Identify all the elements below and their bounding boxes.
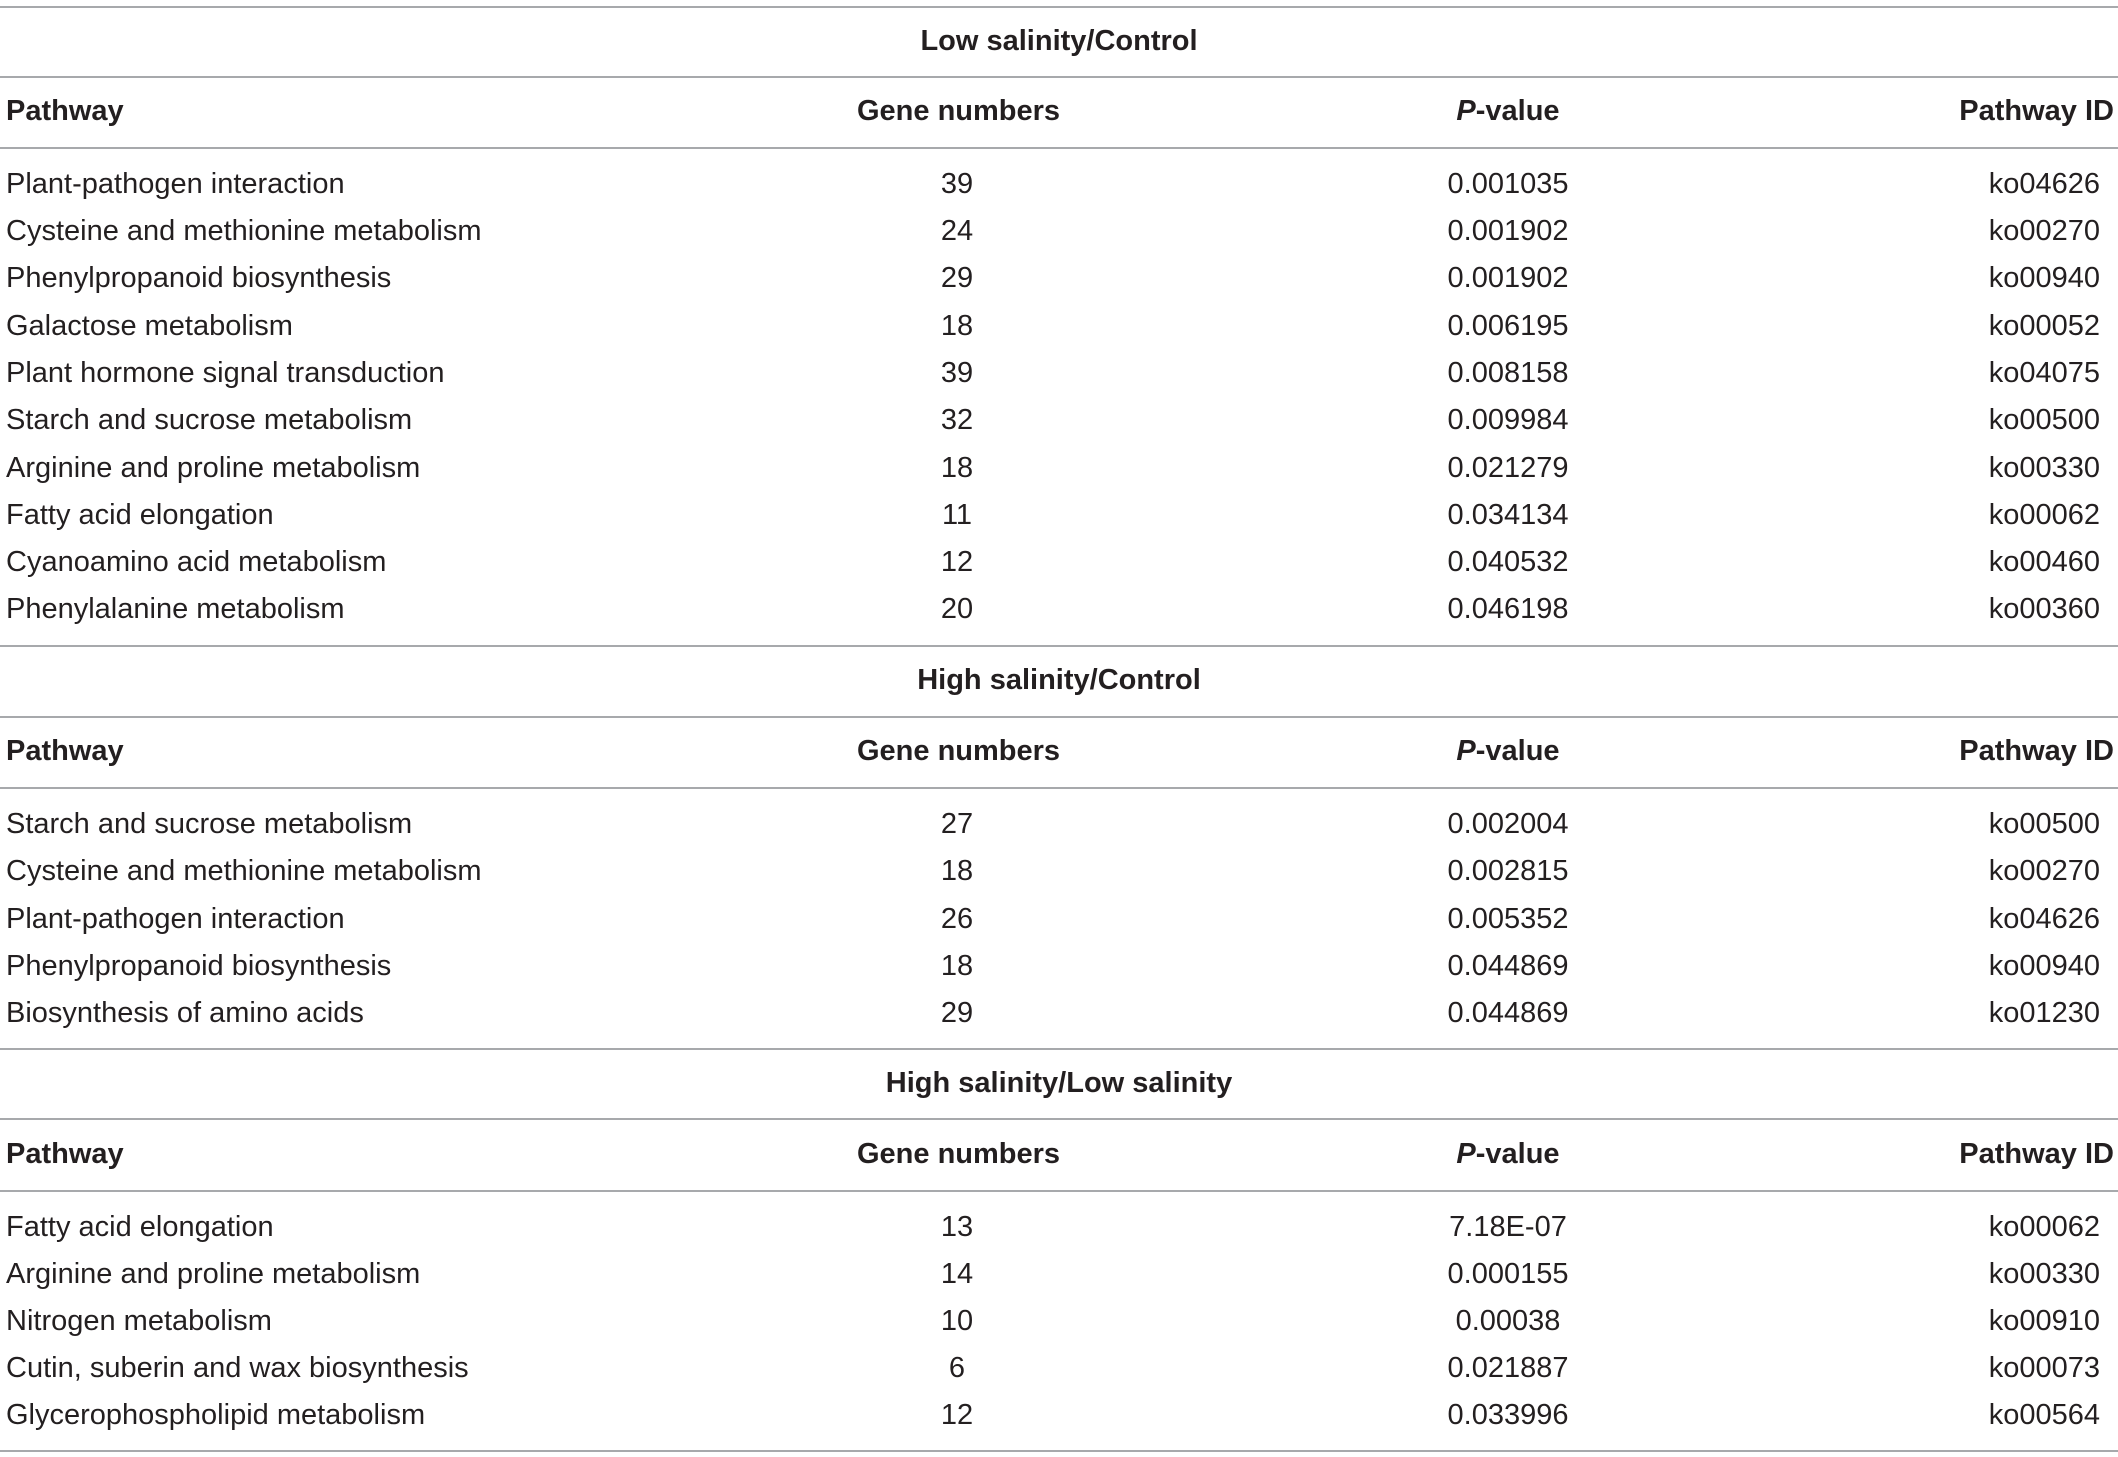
pathway-id-cell: ko00062 — [1988, 499, 2100, 531]
pathway-cell: Phenylpropanoid biosynthesis — [6, 950, 392, 982]
p-value-cell: 0.040532 — [1447, 546, 1569, 578]
p-value-cell: 0.000155 — [1447, 1258, 1569, 1290]
header-pathway-id: Pathway ID — [1959, 735, 2114, 767]
gene-count-cell: 12 — [940, 546, 974, 578]
gene-count-cell: 39 — [940, 168, 974, 200]
pathway-cell: Cysteine and methionine metabolism — [6, 215, 482, 247]
pathway-id-cell: ko00500 — [1988, 404, 2100, 436]
pathway-cell: Cyanoamino acid metabolism — [6, 546, 387, 578]
p-value-cell: 0.002815 — [1447, 855, 1569, 887]
pathway-cell: Plant-pathogen interaction — [6, 168, 345, 200]
column-header-row — [0, 733, 2118, 769]
pathway-id-cell: ko00910 — [1988, 1305, 2100, 1337]
p-value-cell: 0.034134 — [1447, 499, 1569, 531]
gene-count-cell: 13 — [940, 1211, 974, 1243]
gene-count-cell: 18 — [940, 452, 974, 484]
table-row — [0, 166, 2118, 202]
pathway-id-cell: ko00270 — [1988, 855, 2100, 887]
pathway-id-cell: ko00940 — [1988, 950, 2100, 982]
pathway-cell: Nitrogen metabolism — [6, 1305, 272, 1337]
table-row — [0, 308, 2118, 344]
gene-count-cell: 29 — [940, 997, 974, 1029]
header-gene-numbers: Gene numbers — [857, 735, 1061, 767]
gene-count-cell: 18 — [940, 310, 974, 342]
p-value-cell: 0.033996 — [1447, 1399, 1569, 1431]
pathway-cell: Fatty acid elongation — [6, 1211, 274, 1243]
p-value-cell: 0.021887 — [1447, 1352, 1569, 1384]
table-row — [0, 213, 2118, 249]
gene-count-cell: 6 — [948, 1352, 966, 1384]
pathway-id-cell: ko00073 — [1988, 1352, 2100, 1384]
pathway-id-cell: ko00270 — [1988, 215, 2100, 247]
table-row — [0, 1397, 2118, 1433]
p-value-cell: 0.001035 — [1447, 168, 1569, 200]
pathway-cell: Arginine and proline metabolism — [6, 452, 421, 484]
column-header-row — [0, 93, 2118, 129]
p-value-cell: 0.006195 — [1447, 310, 1569, 342]
pathway-cell: Biosynthesis of amino acids — [6, 997, 364, 1029]
table-row — [0, 853, 2118, 889]
section-rule — [0, 1048, 2118, 1050]
gene-count-cell: 18 — [940, 855, 974, 887]
pathway-id-cell: ko01230 — [1988, 997, 2100, 1029]
header-p-suffix: -value — [1475, 735, 1560, 767]
bottom-rule — [0, 1450, 2118, 1452]
gene-count-cell: 27 — [940, 808, 974, 840]
header-pathway-id: Pathway ID — [1959, 1138, 2114, 1170]
table-row — [0, 806, 2118, 842]
header-p-value — [1308, 733, 1708, 769]
pathway-cell: Phenylalanine metabolism — [6, 593, 345, 625]
gene-count-cell: 14 — [940, 1258, 974, 1290]
table-row — [0, 1209, 2118, 1245]
pathway-id-cell: ko00062 — [1988, 1211, 2100, 1243]
header-p-suffix: -value — [1475, 95, 1560, 127]
table-row — [0, 497, 2118, 533]
section-title: Low salinity/Control — [920, 25, 1198, 57]
top-rule — [0, 6, 2118, 8]
header-gene-numbers: Gene numbers — [857, 1138, 1061, 1170]
pathway-cell: Cutin, suberin and wax biosynthesis — [6, 1352, 469, 1384]
table-row — [0, 355, 2118, 391]
gene-count-cell: 18 — [940, 950, 974, 982]
p-value-cell: 0.044869 — [1447, 997, 1569, 1029]
p-value-cell: 0.00038 — [1455, 1305, 1561, 1337]
pathway-id-cell: ko00330 — [1988, 452, 2100, 484]
header-p-suffix: -value — [1475, 1138, 1560, 1170]
pathway-cell: Starch and sucrose metabolism — [6, 808, 413, 840]
table-row — [0, 995, 2118, 1031]
p-value-cell: 0.001902 — [1447, 215, 1569, 247]
p-value-cell: 0.002004 — [1447, 808, 1569, 840]
section-title: High salinity/Low salinity — [885, 1067, 1233, 1099]
table-row — [0, 948, 2118, 984]
p-value-cell: 0.021279 — [1447, 452, 1569, 484]
header-p-value — [1308, 93, 1708, 129]
gene-count-cell: 11 — [941, 499, 973, 531]
section-rule — [0, 76, 2118, 78]
section-title: High salinity/Control — [917, 664, 1201, 696]
pathway-cell: Plant hormone signal transduction — [6, 357, 445, 389]
pathway-id-cell: ko00564 — [1988, 1399, 2100, 1431]
pathway-cell: Plant-pathogen interaction — [6, 903, 345, 935]
pathway-id-cell: ko04626 — [1988, 168, 2100, 200]
header-pathway: Pathway — [6, 1138, 124, 1170]
p-value-cell: 0.044869 — [1447, 950, 1569, 982]
section-rule — [0, 645, 2118, 647]
gene-count-cell: 32 — [940, 404, 974, 436]
pathway-cell: Glycerophospholipid metabolism — [6, 1399, 426, 1431]
gene-count-cell: 10 — [940, 1305, 974, 1337]
table-row — [0, 544, 2118, 580]
table-row — [0, 591, 2118, 627]
table-row — [0, 1256, 2118, 1292]
table-row — [0, 901, 2118, 937]
gene-count-cell: 12 — [940, 1399, 974, 1431]
pathway-id-cell: ko00052 — [1988, 310, 2100, 342]
pathway-id-cell: ko00330 — [1988, 1258, 2100, 1290]
pathway-id-cell: ko00500 — [1988, 808, 2100, 840]
pathway-id-cell: ko00940 — [1988, 262, 2100, 294]
pathway-id-cell: ko00360 — [1988, 593, 2100, 625]
pathway-cell: Starch and sucrose metabolism — [6, 404, 413, 436]
table-row — [0, 1350, 2118, 1386]
header-pathway: Pathway — [6, 735, 124, 767]
header-pathway-id: Pathway ID — [1959, 95, 2114, 127]
gene-count-cell: 20 — [940, 593, 974, 625]
table-row — [0, 450, 2118, 486]
header-rule — [0, 147, 2118, 149]
p-value-cell: 0.005352 — [1447, 903, 1569, 935]
header-rule — [0, 1190, 2118, 1192]
table-row — [0, 1303, 2118, 1339]
pathway-cell: Phenylpropanoid biosynthesis — [6, 262, 392, 294]
p-value-cell: 0.001902 — [1447, 262, 1569, 294]
header-p-italic: P — [1456, 735, 1476, 767]
pathway-id-cell: ko00460 — [1988, 546, 2100, 578]
pathway-cell: Cysteine and methionine metabolism — [6, 855, 482, 887]
header-pathway: Pathway — [6, 95, 124, 127]
pathway-cell: Fatty acid elongation — [6, 499, 274, 531]
gene-count-cell: 24 — [940, 215, 974, 247]
header-p-italic: P — [1456, 1138, 1476, 1170]
gene-count-cell: 39 — [940, 357, 974, 389]
p-value-cell: 0.008158 — [1447, 357, 1569, 389]
table-row — [0, 402, 2118, 438]
pathway-cell: Galactose metabolism — [6, 310, 293, 342]
gene-count-cell: 29 — [940, 262, 974, 294]
header-p-italic: P — [1456, 95, 1476, 127]
pathway-cell: Arginine and proline metabolism — [6, 1258, 421, 1290]
header-gene-numbers: Gene numbers — [857, 95, 1061, 127]
pathway-id-cell: ko04626 — [1988, 903, 2100, 935]
section-rule — [0, 716, 2118, 718]
p-value-cell: 0.009984 — [1447, 404, 1569, 436]
pathway-id-cell: ko04075 — [1988, 357, 2100, 389]
column-header-row — [0, 1136, 2118, 1172]
header-rule — [0, 787, 2118, 789]
table-row — [0, 260, 2118, 296]
p-value-cell: 0.046198 — [1447, 593, 1569, 625]
p-value-cell: 7.18E-07 — [1449, 1211, 1567, 1243]
header-p-value — [1308, 1136, 1708, 1172]
gene-count-cell: 26 — [940, 903, 974, 935]
section-rule — [0, 1118, 2118, 1120]
